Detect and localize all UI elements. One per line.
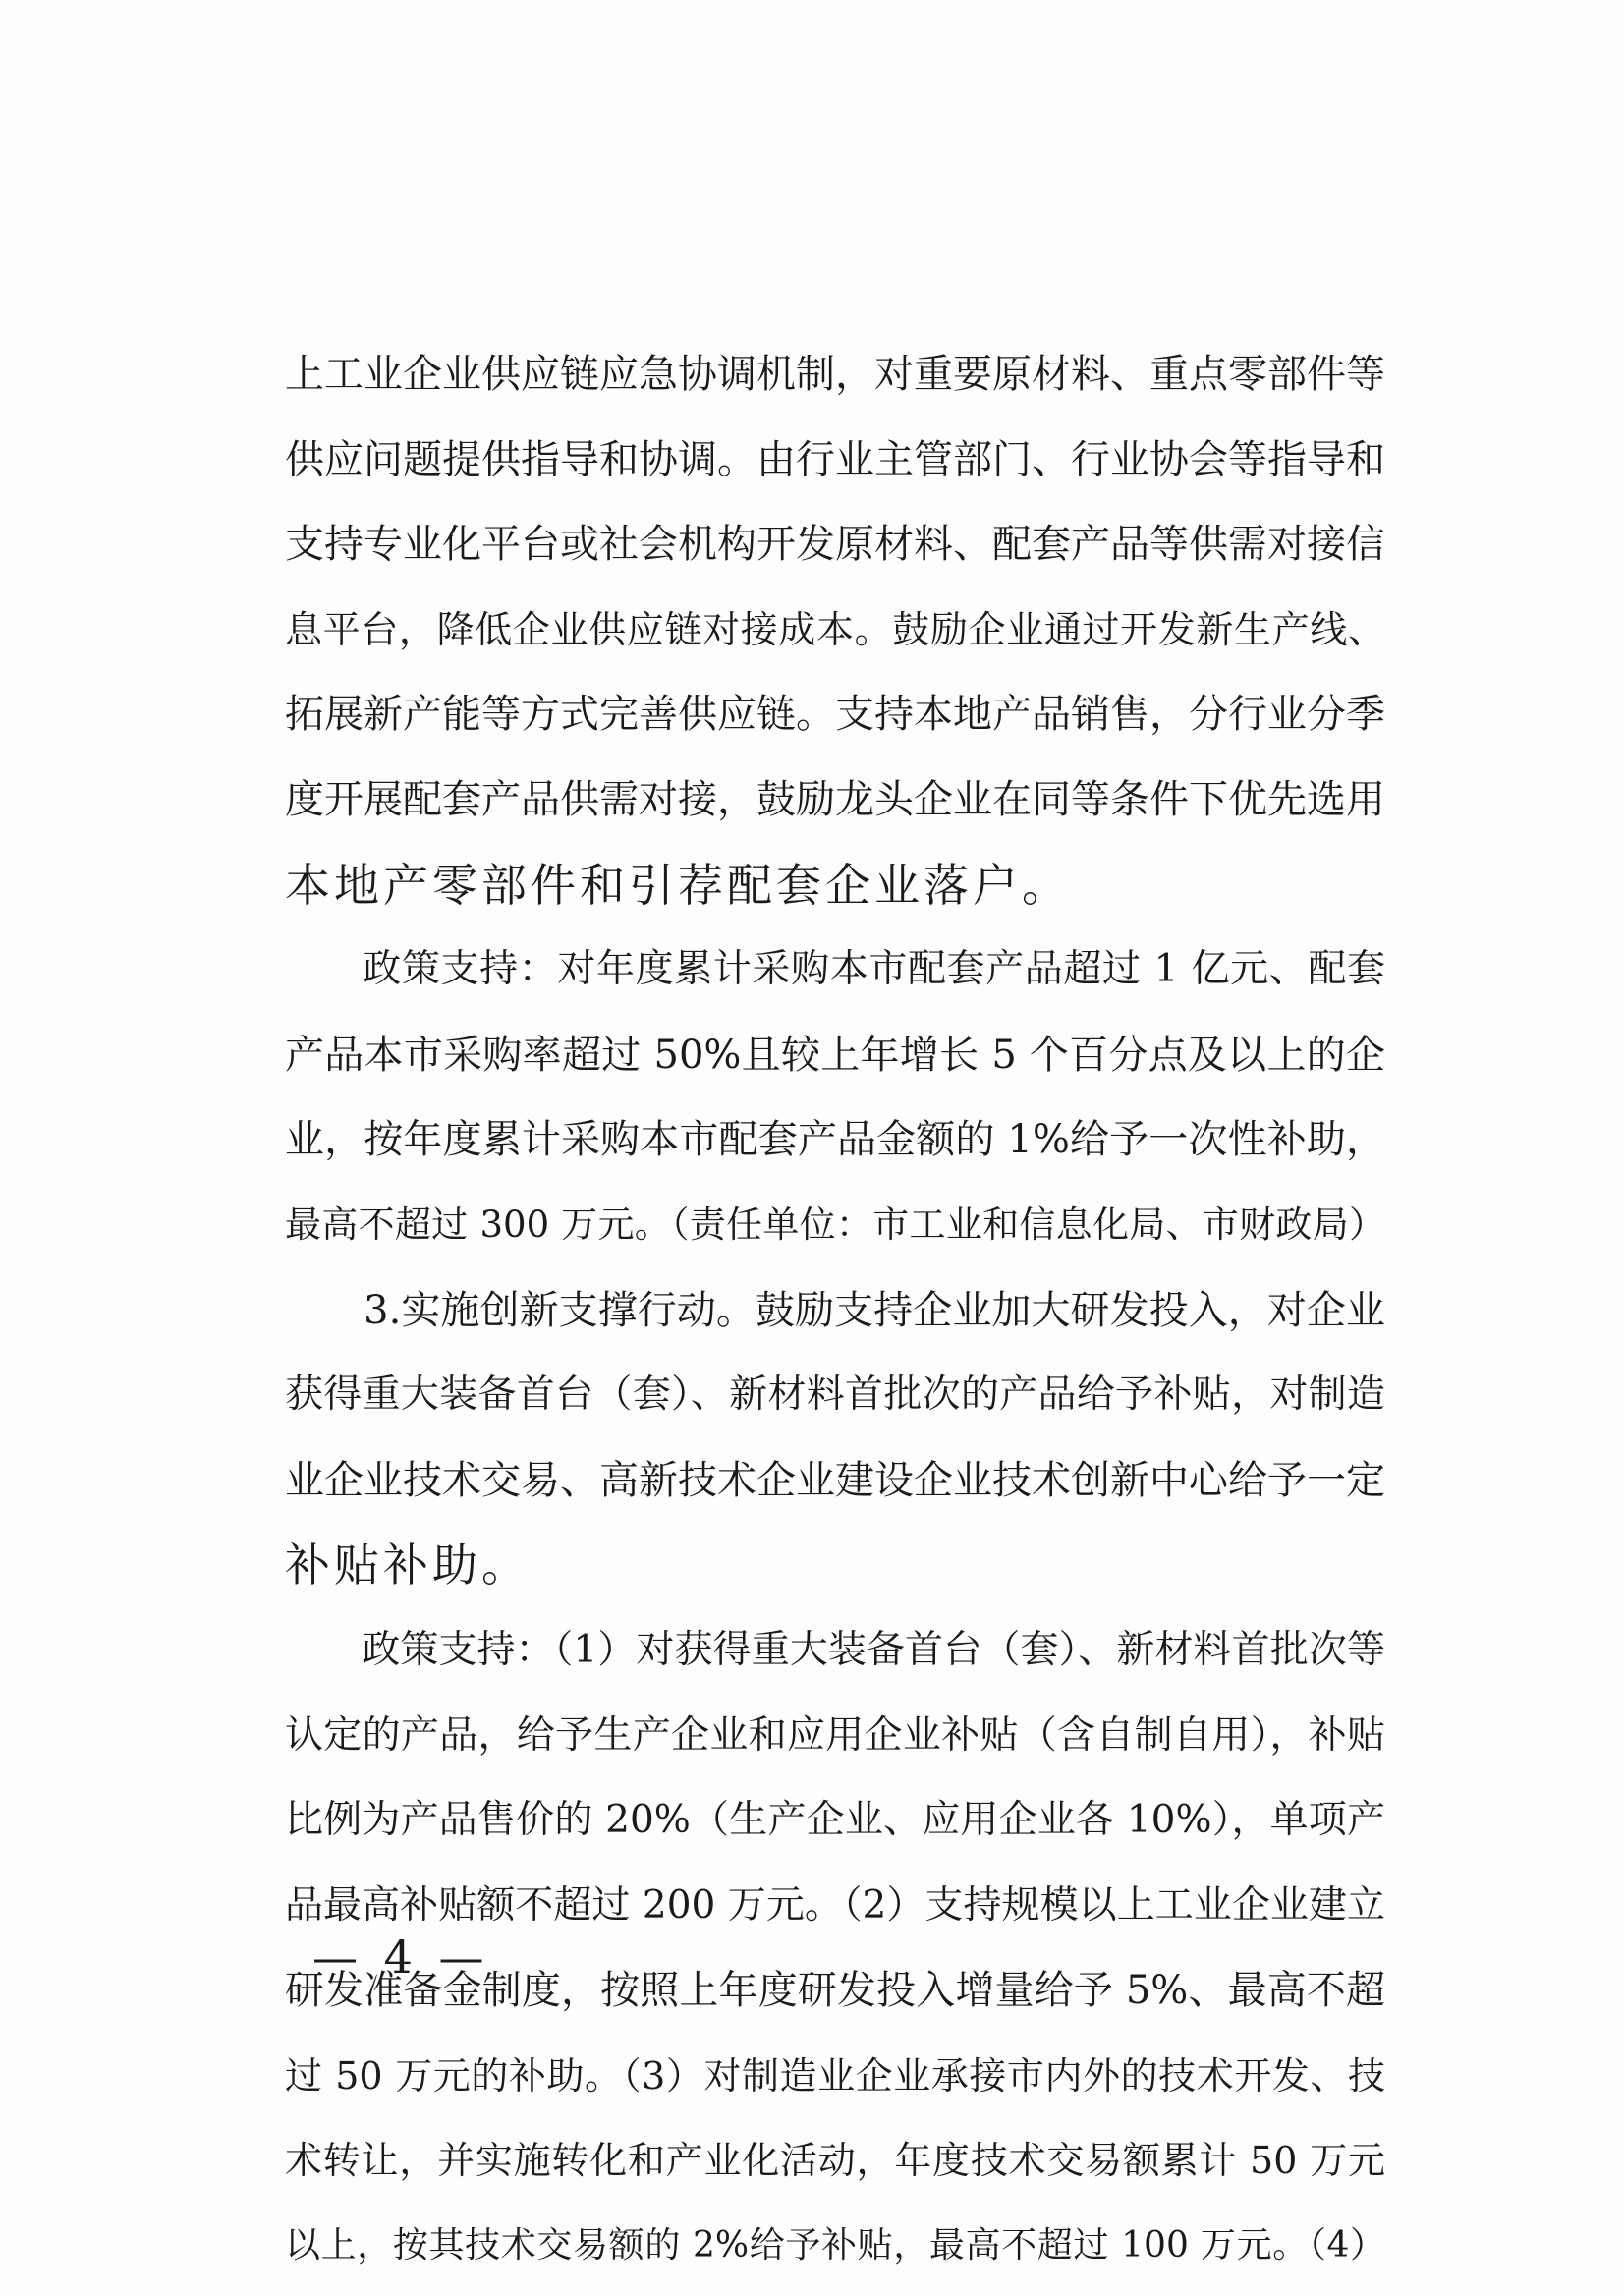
text-line-22: 术转让，并实施转化和产业化活动，年度技术交易额累计 50 万元 [285, 2139, 1385, 2183]
page-number: — 4 — [312, 1931, 490, 1984]
text-line-14: 业企业技术交易、高新技术企业建设企业技术创新中心给予一定 [285, 1457, 1385, 1503]
text-line-11: 最高不超过 300 万元。（责任单位：市工业和信息化局、市财政局） [285, 1203, 1385, 1246]
body-text [285, 332, 1385, 2289]
text-line-21: 过 50 万元的补助。（3）对制造业企业承接市内外的技术开发、技 [285, 2053, 1385, 2098]
text-line-1: 上工业企业供应链应急协调机制，对重要原材料、重点零部件等 [285, 352, 1385, 397]
text-line-12: 3.实施创新支撑行动。鼓励支持企业加大研发投入，对企业 [285, 1287, 1385, 1333]
text-line-10: 业，按年度累计采购本市配套产品金额的 1%给予一次性补助， [285, 1117, 1385, 1163]
text-line-18: 比例为产品售价的 20%（生产企业、应用企业各 10%），单项产 [285, 1798, 1385, 1843]
text-line-17: 认定的产品，给予生产企业和应用企业补贴（含自制自用），补贴 [285, 1712, 1385, 1758]
text-line-7: 本地产零部件和引荐配套企业落户。 [285, 858, 1071, 912]
text-line-4: 息平台，降低企业供应链对接成本。鼓励企业通过开发新生产线、 [285, 607, 1385, 651]
text-line-16: 政策支持：（1）对获得重大装备首台（套）、新材料首批次等 [285, 1627, 1385, 1672]
text-line-23: 以上，按其技术交易额的 2%给予补贴，最高不超过 100 万元。（4） [285, 2225, 1385, 2267]
text-line-15: 补贴补助。 [285, 1539, 531, 1593]
text-line-20: 研发准备金制度，按照上年度研发投入增量给予 5%、最高不超 [285, 1968, 1385, 2014]
text-line-6: 度开展配套产品供需对接，鼓励龙头企业在同等条件下优先选用 [285, 776, 1385, 822]
text-line-8: 政策支持：对年度累计采购本市配套产品超过 1 亿元、配套 [285, 947, 1385, 992]
text-line-19: 品最高补贴额不超过 200 万元。（2）支持规模以上工业企业建立 [285, 1882, 1385, 1928]
text-line-3: 支持专业化平台或社会机构开发原材料、配套产品等供需对接信 [285, 522, 1385, 568]
text-line-9: 产品本市采购率超过 50%且较上年增长 5 个百分点及以上的企 [285, 1032, 1385, 1078]
text-line-13: 获得重大装备首台（套）、新材料首批次的产品给予补贴，对制造 [285, 1372, 1385, 1418]
text-line-5: 拓展新产能等方式完善供应链。支持本地产品销售，分行业分季 [285, 692, 1385, 738]
text-line-2: 供应问题提供指导和协调。由行业主管部门、行业协会等指导和 [285, 436, 1385, 482]
